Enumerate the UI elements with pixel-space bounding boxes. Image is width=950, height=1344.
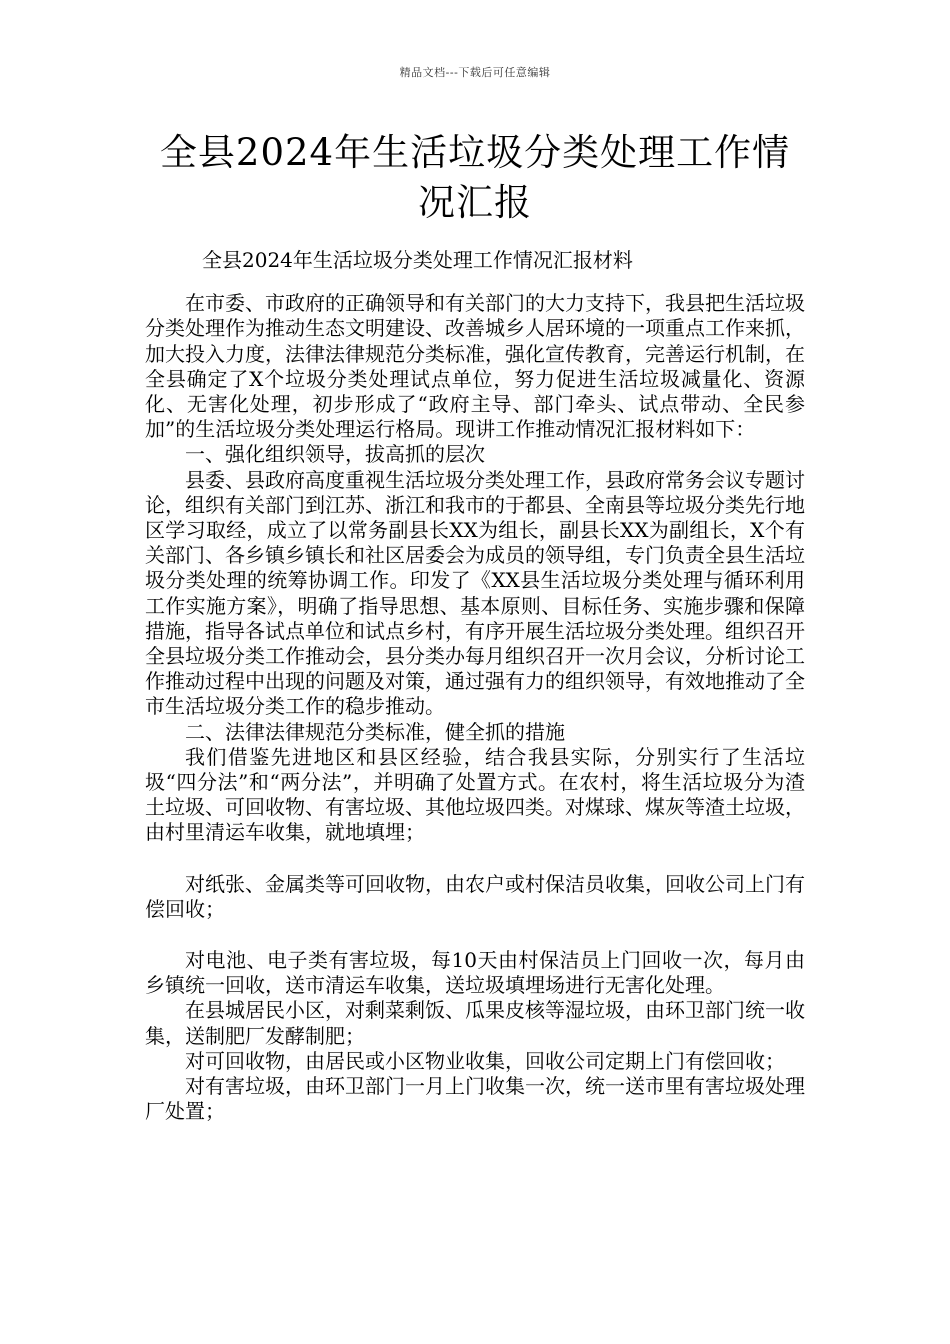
document-body	[145, 248, 805, 1125]
body-paragraph: 在县城居民小区，对剩菜剩饭、瓜果皮核等湿垃圾，由环卫部门统一收集，送制肥厂发酵制肥；	[145, 998, 805, 1048]
document-title: 全县2024年生活垃圾分类处理工作情况汇报	[159, 131, 791, 224]
page-header: 精品文档---下载后可任意编辑	[399, 66, 551, 79]
body-paragraph: 我们借鉴先进地区和县区经验，结合我县实际，分别实行了生活垃圾“四分法”和“两分法”，并明确了处置方式。在农村，将生活垃圾分为渣土垃圾、可回收物、有害垃圾、其他垃圾四类。对煤球、煤灰等渣土垃圾，由村里清运车收集，就地填埋；	[145, 744, 805, 845]
section-heading: 一、强化组织领导，拔高抓的层次	[185, 442, 485, 467]
body-paragraph: 对有害垃圾，由环卫部门一月上门收集一次，统一送市里有害垃圾处理厂处置；	[145, 1074, 805, 1124]
section-heading: 二、法律法律规范分类标准，健全抓的措施	[185, 719, 565, 744]
body-paragraph: 对可回收物，由居民或小区物业收集，回收公司定期上门有偿回收；	[185, 1048, 785, 1073]
body-paragraph: 对纸张、金属类等可回收物，由农户或村保洁员收集，回收公司上门有偿回收；	[145, 871, 805, 921]
body-paragraph: 县委、县政府高度重视生活垃圾分类处理工作，县政府常务会议专题讨论，组织有关部门到江苏、浙江和我市的于都县、全南县等垃圾分类先行地区学习取经，成立了以常务副县长XX为组长，副县长XX为副组长，X个有关部门、各乡镇乡镇长和社区居委会为成员的领导组，专门负责全县生活垃圾分类处理的统筹协调工作。印发了《XX县生活垃圾分类处理与循环利用工作实施方案》，明确了指导思想、基本原则、目标任务、实施步骤和保障措施，指导各试点单位和试点乡村，有序开展生活垃圾分类处理。组织召开全县垃圾分类工作推动会，县分类办每月组织召开一次月会议，分析讨论工作推动过程中出现的问题及对策，通过强有力的组织领导，有效地推动了全市生活垃圾分类工作的稳步推动。	[145, 467, 805, 719]
body-paragraph: 对电池、电子类有害垃圾，每10天由村保洁员上门回收一次，每月由乡镇统一回收，送市清运车收集，送垃圾填埋场进行无害化处理。	[145, 948, 805, 998]
body-paragraph: 在市委、市政府的正确领导和有关部门的大力支持下，我县把生活垃圾分类处理作为推动生态文明建设、改善城乡人居环境的一项重点工作来抓，加大投入力度，法律法律规范分类标准，强化宣传教育，完善运行机制，在全县确定了X个垃圾分类处理试点单位，努力促进生活垃圾减量化、资源化、无害化处理，初步形成了“政府主导、部门牵头、试点带动、全民参加”的生活垃圾分类处理运行格局。现讲工作推动情况汇报材料如下：	[145, 291, 805, 442]
document-subtitle: 全县2024年生活垃圾分类处理工作情况汇报材料	[202, 248, 633, 272]
